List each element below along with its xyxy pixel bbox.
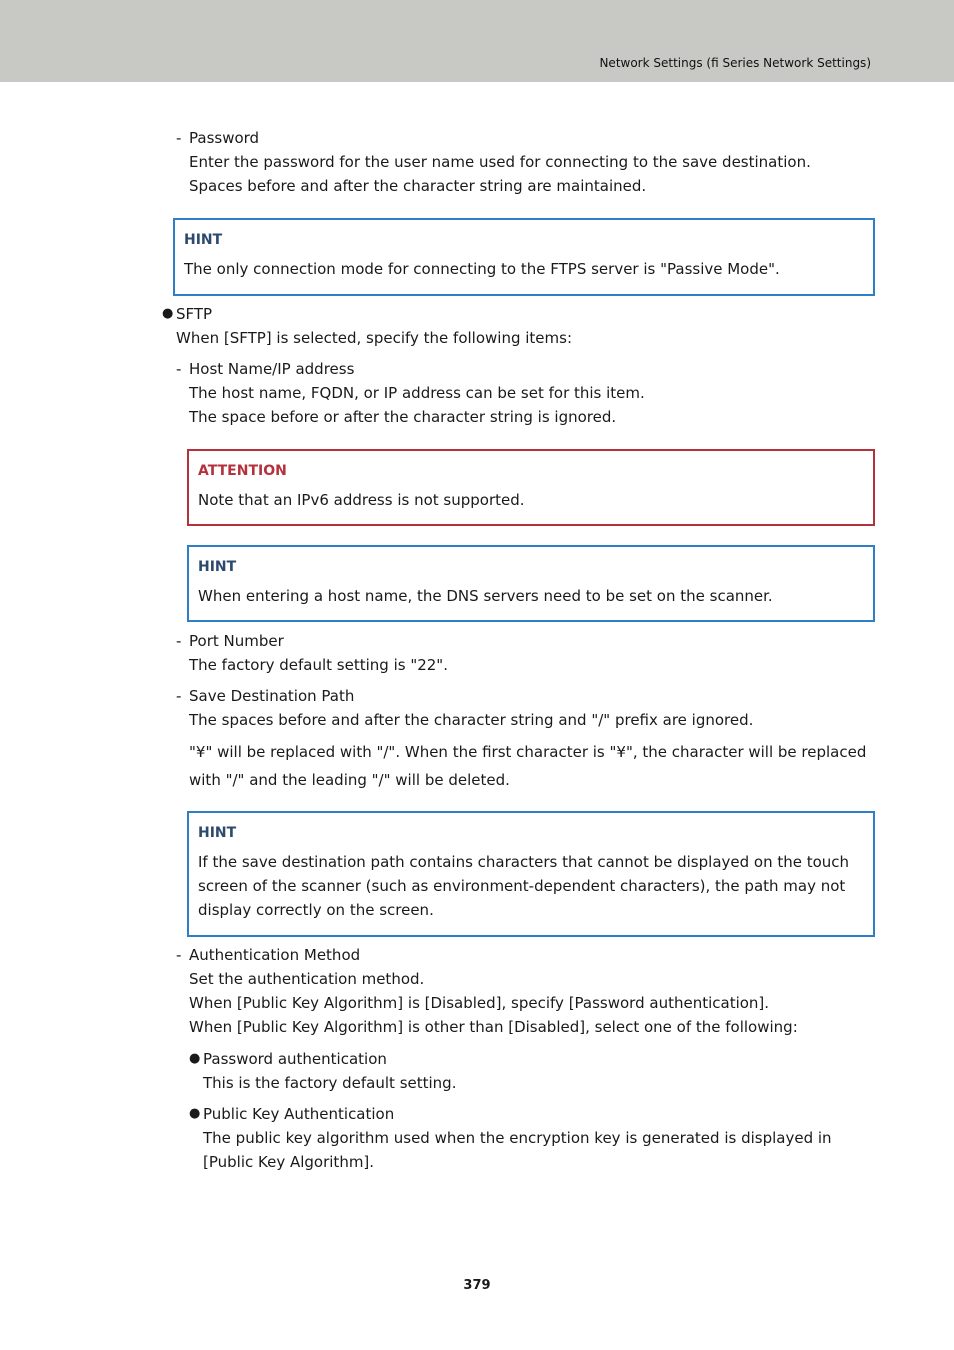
port-title: Port Number xyxy=(189,632,284,650)
save-path-line-1: The spaces before and after the character string and "/" prefix are ignored. xyxy=(189,711,754,729)
password-line-2: Spaces before and after the character string are maintained. xyxy=(189,177,647,195)
sftp-intro: When [SFTP] is selected, specify the following items: xyxy=(176,329,572,347)
sftp-bullet: ● xyxy=(162,306,174,321)
save-path-marker: - xyxy=(176,687,182,705)
attention-label: ATTENTION xyxy=(198,463,287,479)
auth-line-2: When [Public Key Algorithm] is [Disabled], specify [Password authentication]. xyxy=(189,994,770,1012)
attention-box-ipv6 xyxy=(187,449,875,526)
auth-option-title: Password authentication xyxy=(203,1050,387,1068)
auth-line-1: Set the authentication method. xyxy=(189,970,425,988)
hint-text: When entering a host name, the DNS servers need to be set on the scanner. xyxy=(198,587,773,605)
host-title: Host Name/IP address xyxy=(189,360,355,378)
hint-box-dns xyxy=(187,545,875,622)
page-header xyxy=(0,0,954,82)
hint-label: HINT xyxy=(198,559,237,575)
host-line-2: The space before or after the character string is ignored. xyxy=(189,408,617,426)
port-line-1: The factory default setting is "22". xyxy=(189,656,448,674)
hint-text-line-1: If the save destination path contains characters that cannot be displayed on the touch xyxy=(198,853,850,871)
auth-title: Authentication Method xyxy=(189,946,361,964)
attention-text: Note that an IPv6 address is not supported. xyxy=(198,491,525,509)
hint-text-line-3: display correctly on the screen. xyxy=(198,901,434,919)
hint-label: HINT xyxy=(198,825,237,841)
auth-option-bullet: ● xyxy=(189,1051,201,1066)
hint-box-path xyxy=(187,811,875,937)
auth-line-3: When [Public Key Algorithm] is other than [Disabled], select one of the following: xyxy=(189,1018,798,1036)
password-title: Password xyxy=(189,129,260,147)
sftp-title: SFTP xyxy=(176,305,213,323)
header-title: Network Settings (fi Series Network Settings) xyxy=(599,56,871,70)
auth-option-bullet: ● xyxy=(189,1106,201,1121)
hint-box-ftps xyxy=(173,218,875,296)
page-number: 379 xyxy=(463,1278,491,1293)
auth-option-line: This is the factory default setting. xyxy=(203,1074,457,1092)
auth-option-line: The public key algorithm used when the encryption key is generated is displayed in xyxy=(203,1129,832,1147)
auth-option-title: Public Key Authentication xyxy=(203,1105,395,1123)
password-marker: - xyxy=(176,129,182,147)
save-path-line-3: with "/" and the leading "/" will be deleted. xyxy=(189,771,510,789)
save-path-line-2: "¥" will be replaced with "/". When the first character is "¥", the character will be replaced xyxy=(189,743,867,761)
hint-label: HINT xyxy=(184,232,223,248)
save-path-title: Save Destination Path xyxy=(189,687,355,705)
hint-text: The only connection mode for connecting to the FTPS server is "Passive Mode". xyxy=(184,260,780,278)
auth-option-line: [Public Key Algorithm]. xyxy=(203,1153,375,1171)
auth-marker: - xyxy=(176,946,182,964)
port-marker: - xyxy=(176,632,182,650)
hint-text-line-2: screen of the scanner (such as environment-dependent characters), the path may not xyxy=(198,877,846,895)
host-marker: - xyxy=(176,360,182,378)
password-line-1: Enter the password for the user name used for connecting to the save destination. xyxy=(189,153,811,171)
host-line-1: The host name, FQDN, or IP address can be set for this item. xyxy=(189,384,645,402)
